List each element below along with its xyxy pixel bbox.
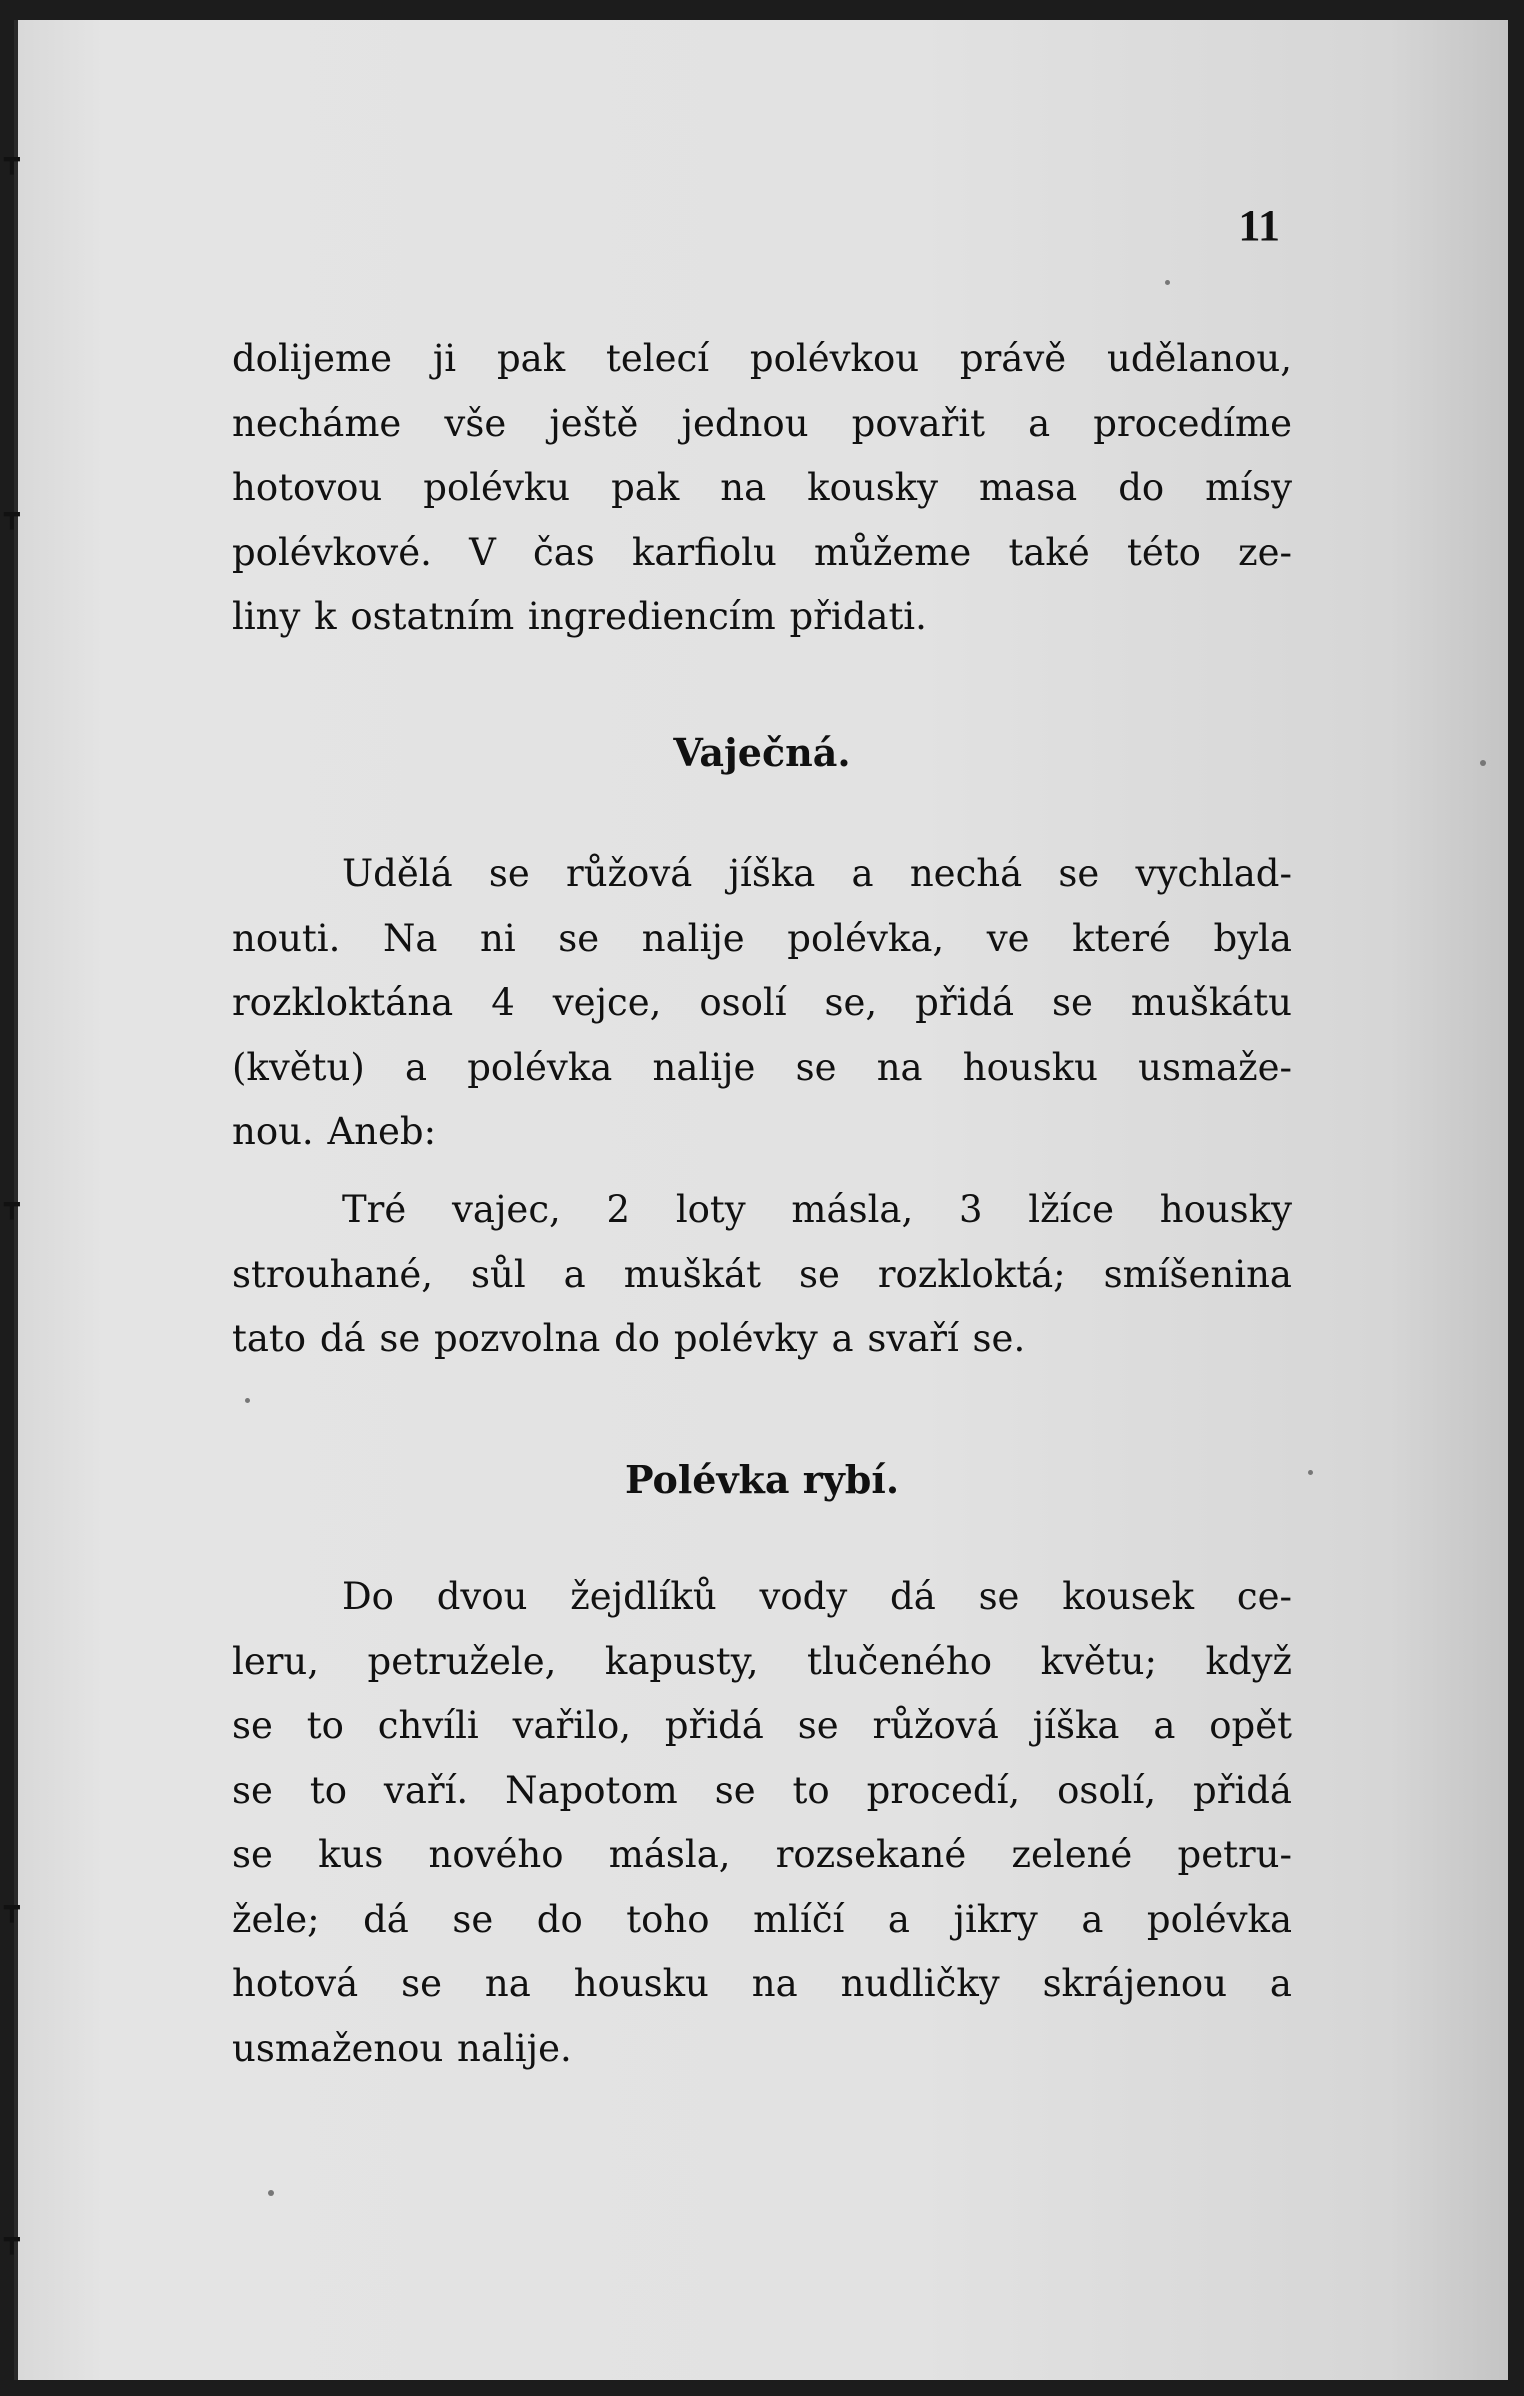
- text-line: se to vaří. Napotom se to procedí, osolí, přidá: [232, 1768, 1292, 1812]
- text-line: dolijeme ji pak telecí polévkou právě udělanou,: [232, 337, 1292, 380]
- text-line: leru, petružele, kapusty, tlučeného květu; když: [232, 1639, 1292, 1683]
- text-line: necháme vše ještě jednou povařit a procedíme: [232, 401, 1292, 445]
- text-line: hotovou polévku pak na kousky masa do mísy: [232, 466, 1292, 509]
- recipe-heading-fish-soup: Polévka rybí.: [624, 1457, 900, 1502]
- text-line: nouti. Na ni se nalije polévka, ve které byla: [232, 916, 1292, 960]
- text-line: Udělá se růžová jíška a nechá se vychlad-: [342, 852, 1292, 895]
- paragraph-veal-soup-end: [232, 327, 1292, 650]
- spine-tick-mark: ┳: [4, 1893, 20, 1923]
- paragraph-egg-soup-alternative: [232, 1178, 1292, 1372]
- page-number: 11: [1238, 201, 1280, 250]
- spine-tick-mark: ┳: [4, 500, 20, 530]
- paragraph-fish-soup: [232, 1565, 1292, 2081]
- text-line: se to chvíli vařilo, přidá se růžová jíška a opět: [232, 1704, 1292, 1747]
- text-line: polévkové. V čas karfiolu můžeme také této ze-: [232, 530, 1292, 574]
- text-line: Tré vajec, 2 loty másla, 3 lžíce housky: [342, 1188, 1292, 1231]
- paragraph-egg-soup: [232, 842, 1292, 1165]
- text-line: strouhané, sůl a muškát se rozkloktá; smíšenina: [232, 1252, 1292, 1296]
- text-line: (květu) a polévka nalije se na housku usmaže-: [232, 1045, 1292, 1089]
- text-line: žele; dá se do toho mlíčí a jikry a polévka: [232, 1897, 1292, 1941]
- text-line: usmaženou nalije.: [232, 2026, 572, 2070]
- spine-tick-mark: ┳: [4, 2225, 20, 2255]
- spine-tick-mark: ┳: [4, 1190, 20, 1220]
- spine-tick-mark: ┳: [4, 145, 20, 175]
- text-line: rozkloktána 4 vejce, osolí se, přidá se muškátu: [232, 981, 1292, 1024]
- text-line: liny k ostatním ingrediencím přidati.: [232, 595, 927, 638]
- text-line: hotová se na housku na nudličky skrájenou a: [232, 1962, 1292, 2005]
- recipe-heading-egg-soup: Vaječná.: [673, 730, 851, 775]
- text-line: nou. Aneb:: [232, 1110, 437, 1153]
- text-line: tato dá se pozvolna do polévky a svaří se.: [232, 1317, 1026, 1360]
- text-line: se kus nového másla, rozsekané zelené petru-: [232, 1833, 1292, 1876]
- text-line: Do dvou žejdlíků vody dá se kousek ce-: [342, 1575, 1292, 1618]
